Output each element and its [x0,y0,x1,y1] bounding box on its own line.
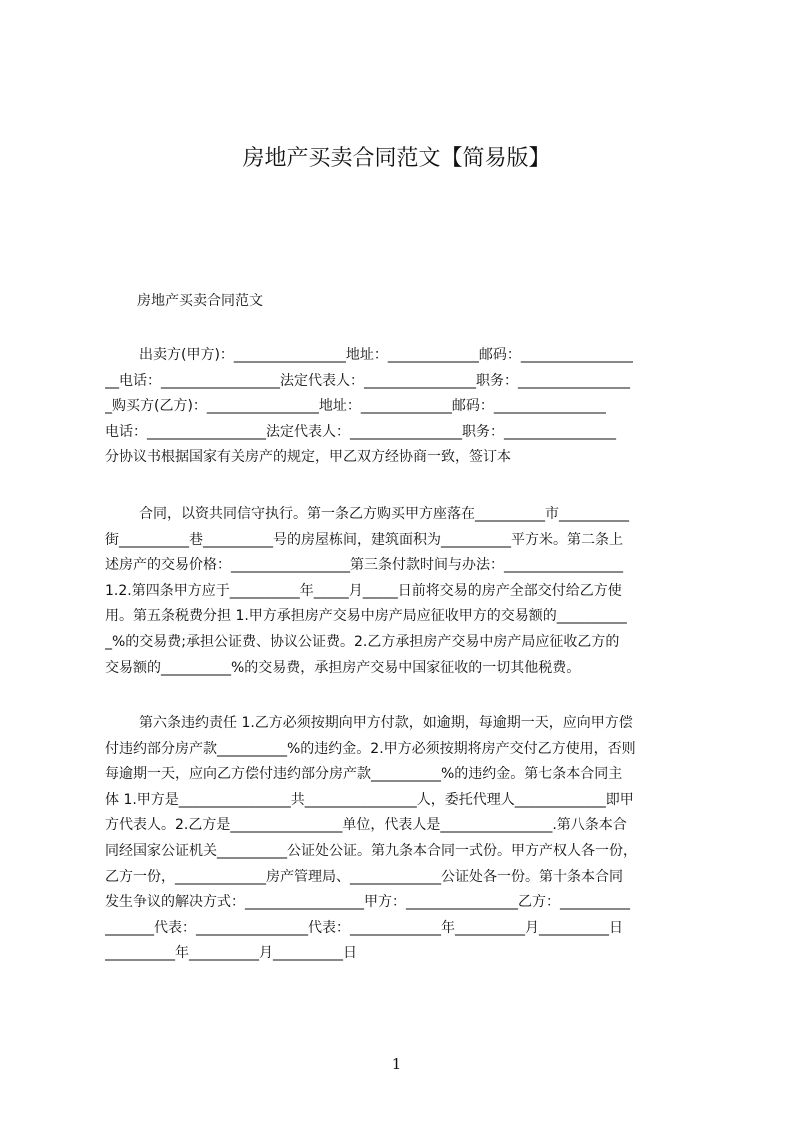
document-subtitle: 房地产买卖合同范文 [137,293,263,309]
text-line: 出卖方(甲方)：________________地址：_____________邮码：________________ [139,347,633,363]
text-line: 1.2.第四条甲方应于__________年_____月_____日前将交易的房产全部交付给乙方使 [105,582,622,599]
text-line: 合同，以资共同信守执行。第一条乙方购买甲方座落在__________市__________ [139,506,629,522]
text-line: 分协议书根据国家有关房产的规定，甲乙双方经协商一致，签订本 [105,449,511,466]
text-line: 乙方一份，_____________房产管理局、_____________公证处各一份。第十条本合同 [105,868,623,885]
text-line: 每逾期一天，应向乙方偿付违约部分房产款__________%的违约金。第七条本合同主 [105,766,623,783]
paragraph-terms [105,502,697,681]
text-line: 付违约部分房产款__________%的违约金。2.甲方必须按期将房产交付乙方使用，否则 [105,740,636,757]
text-line: 用。第五条税费分担 1.甲方承担房产交易中房产局应征收甲方的交易额的__________ [105,608,627,625]
text-line: 发生争议的解决方式：_________________甲方：________________乙方：__________ [105,894,630,911]
text-line: 交易额的__________%的交易费，承担房产交易中国家征收的一切其他税费。 [105,659,581,676]
text-line: 述房产的交易价格：_________________第三条付款时间与办法：_________________ [105,557,623,574]
text-line: 第六条违约责任 1.乙方必须按期向甲方付款，如逾期，每逾期一天，应向甲方偿 [139,715,633,731]
paragraph-parties [105,343,697,471]
paragraph-liability [105,711,697,967]
text-line: _购买方(乙方)：________________地址：_____________邮码：________________ [105,398,606,415]
document-title: 房地产买卖合同范文【简易版】 [242,146,551,171]
text-line: 同经国家公证机关__________公证处公证。第九条本合同一式份。甲方产权人各一份， [105,842,637,859]
text-line: 体 1.甲方是________________共________________人，委托代理人_____________即甲 [105,791,634,808]
page-number: 1 [391,1055,402,1073]
text-line: 方代表人。2.乙方是________________单位，代表人是________________.第八条本合 [105,817,627,834]
text-line: _%的交易费;承担公证费、协议公证费。2.乙方承担房产交易中房产局应征收乙方的 [105,633,620,650]
text-line: 街__________巷__________号的房屋栋间，建筑面积为__________平方米。第二条上 [105,531,623,548]
text-line: _______代表：________________代表：_____________年__________月__________日 [105,919,623,936]
text-line: __________年__________月__________日 [105,945,357,962]
text-line: 电话：_________________法定代表人：________________职务：________________ [105,423,616,440]
text-line: __电话：_________________法定代表人：________________职务：________________ [105,372,630,389]
